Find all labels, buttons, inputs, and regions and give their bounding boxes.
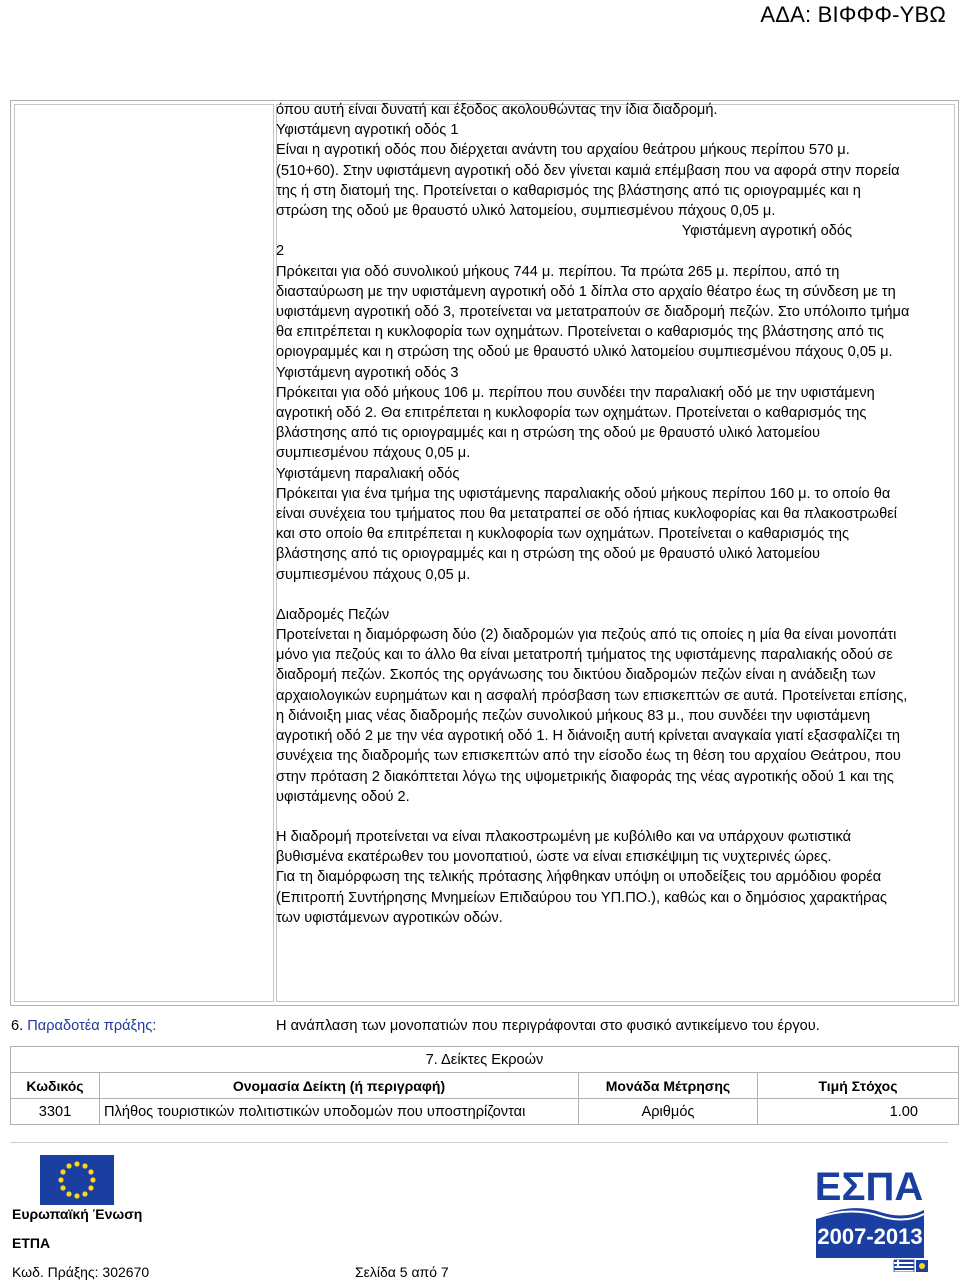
cell-code: 3301 bbox=[11, 1099, 100, 1125]
col-unit: Μονάδα Μέτρησης bbox=[579, 1073, 758, 1099]
etpa-label: ΕΤΠΑ bbox=[12, 1235, 51, 1251]
road1-heading: Υφιστάμενη αγροτική οδός 1 bbox=[276, 122, 459, 139]
col-code: Κωδικός bbox=[11, 1073, 100, 1099]
table-row bbox=[11, 1099, 959, 1125]
indicators-title: 7. Δείκτες Εκροών bbox=[11, 1047, 959, 1073]
coastal-text: Πρόκειται για ένα τμήμα της υφιστάμενης παραλιακής οδού μήκους περίπου 160 μ. το οποίο θα είναι συνέχεια του τμήματος που θα μετατραπεί σε οδό ήπιας κυκλοφορίας και θα πλακοστρωθεί και στο οποίο θα επιτρέπεται η κυκλοφορία των οχημάτων. Προτείνεται ο καθαρισμός της βλάστησης από τις οριογραμμές και η στρώση της οδού με θραυστό υλικό λατομείου συμπιεσμένου πάχους 0,05 μ. bbox=[276, 485, 897, 583]
deliverables-row bbox=[10, 1014, 959, 1040]
road1-text: Είναι η αγροτική οδός που διέρχεται ανάντη του αρχαίου θεάτρου μήκους περίπου 570 μ. (510+60). Στην υφιστάμενη αγροτική οδό δεν γίνεται καμιά επέμβαση που να αφορά στην πορεία της ή στη διατομή της. Προτείνεται ο καθαρισμός της βλάστησης από τις οριογραμμές και η στρώση της οδού με θραυστό υλικό λατομείου, συμπιεσμένου πάχους 0,05 μ. bbox=[276, 142, 900, 220]
paragraph: όπου αυτή είναι δυνατή και έξοδος ακολουθώντας την ίδια διαδρομή. bbox=[276, 102, 718, 118]
ada-code: ΑΔΑ: ΒΙΦΦΦ-ΥΒΩ bbox=[760, 2, 946, 27]
project-code: Κωδ. Πράξης: 302670 bbox=[12, 1264, 150, 1280]
eu-label: Ευρωπαϊκή Ένωση bbox=[12, 1206, 143, 1222]
page-number: Σελίδα 5 από 7 bbox=[355, 1264, 449, 1280]
eu-flag-icon bbox=[40, 1155, 114, 1205]
road3-text: Πρόκειται για οδό μήκους 106 μ. περίπου που συνδέει την παραλιακή οδό με την υφιστάμενη αγροτική οδό 2. Θα επιτρέπεται η κυκλοφορία των οχημάτων. Προτείνεται ο καθαρισμός της βλάστησης από τις οριογραμμές και η στρώση της οδού με θραυστό υλικό λατομείου συμπιεσμένου πάχους 0,05 μ. bbox=[276, 384, 875, 462]
paths-paving-text: Η διαδρομή προτείνεται να είναι πλακοστρωμένη με κυβόλιθο και να υπάρχουν φωτιστικά βυθισμένα εκατέρωθεν του μονοπατιού, ώστε να είναι επισκέψιμη τις νυχτερινές ώρες. bbox=[276, 828, 852, 866]
col-name: Ονομασία Δείκτη (ή περιγραφή) bbox=[100, 1073, 579, 1099]
espa-logo-icon bbox=[810, 1160, 928, 1272]
road3-heading: Υφιστάμενη αγροτική οδός 3 bbox=[276, 364, 459, 381]
paths-heading: Διαδρομές Πεζών bbox=[276, 606, 390, 623]
indicators-table bbox=[10, 1046, 959, 1125]
description-text bbox=[276, 100, 912, 928]
cell-name: Πλήθος τουριστικών πολιτιστικών υποδομών που υποστηρίζονται bbox=[100, 1099, 579, 1125]
col-target: Τιμή Στόχος bbox=[758, 1073, 959, 1099]
paths-text: Προτείνεται η διαμόρφωση δύο (2) διαδρομών για πεζούς από τις οποίες η μία θα είναι μονοπάτι μόνο για πεζούς και το άλλο θα είναι μετατροπή τμήματος της υφιστάμενης παραλιακής οδού σε διαδρομή πεζών. Σκοπός της οργάνωσης του δικτύου διαδρομών πεζών είναι η ανάδειξη των αρχαιολογικών ευρημάτων και η ασφαλή πρόσβαση των επισκεπτών σε αυτά. Προτείνεται επίσης, η διάνοιξη μιας νέας διαδρομής πεζών συνολικού μήκους 83 μ., που συνδέει την υφιστάμενη αγροτική οδό 2 με την νέα αγροτική οδό 1. Η διάνοιξη αυτή κρίνεται αναγκαία γιατί εξασφαλίζει τη συνέχεια της διαδρομής των επισκεπτών από την είσοδο έως τη θέση του αρχαίου Θεάτρου, που στην πρόταση 2 διακόπτεται λόγω της υψομετρικής διαφοράς της νέας αγροτικής οδού 1 και της υφιστάμενης οδού 2. bbox=[276, 627, 908, 805]
svg-text:ΕΣΠΑ: ΕΣΠΑ bbox=[814, 1165, 924, 1209]
cell-target: 1.00 bbox=[758, 1099, 959, 1125]
road2-text: Πρόκειται για οδό συνολικού μήκους 744 μ. περίπου. Τα πρώτα 265 μ. περίπου, από τη διασταύρωση με την υφιστάμενη αγροτική οδό 1 δίπλα στο αρχαίο θέατρο έως τη σύνδεση με τη υφιστάμενη αγροτική οδό 3, προτείνεται να μετατραπούν σε διαδρομή πεζών. Στο υπόλοιπο τμήμα θα επιτρέπεται η κυκλοφορία των οχημάτων. Προτείνεται ο καθαρισμός της βλάστησης από τις οριογραμμές και η στρώση της οδού με θραυστό υλικό λατομείου συμπιεσμένου πάχους 0,05 μ. bbox=[276, 263, 910, 361]
road2-heading: Υφιστάμενη αγροτική οδός bbox=[681, 223, 852, 240]
road2-number: 2 bbox=[276, 243, 285, 260]
footer-divider bbox=[10, 1142, 948, 1143]
cell-unit: Αριθμός bbox=[579, 1099, 758, 1125]
coastal-heading: Υφιστάμενη παραλιακή οδός bbox=[276, 465, 460, 482]
deliverables-label: 6. Παραδοτέα πράξης: bbox=[11, 1018, 157, 1034]
paths-final-text: Για τη διαμόρφωση της τελικής πρότασης λήφθηκαν υπόψη οι υποδείξεις του αρμόδιου φορέα (Επιτροπή Συντήρησης Μνημείων Επιδαύρου του ΥΠ.ΠΟ.), καθώς και ο δημόσιος χαρακτήρας των υφιστάμενων αγροτικών οδών. bbox=[276, 869, 887, 926]
svg-text:2007-2013: 2007-2013 bbox=[817, 1224, 923, 1249]
left-cell bbox=[14, 104, 274, 1002]
deliverables-value: Η ανάπλαση των μονοπατιών που περιγράφονται στο φυσικό αντικείμενο του έργου. bbox=[276, 1018, 820, 1034]
